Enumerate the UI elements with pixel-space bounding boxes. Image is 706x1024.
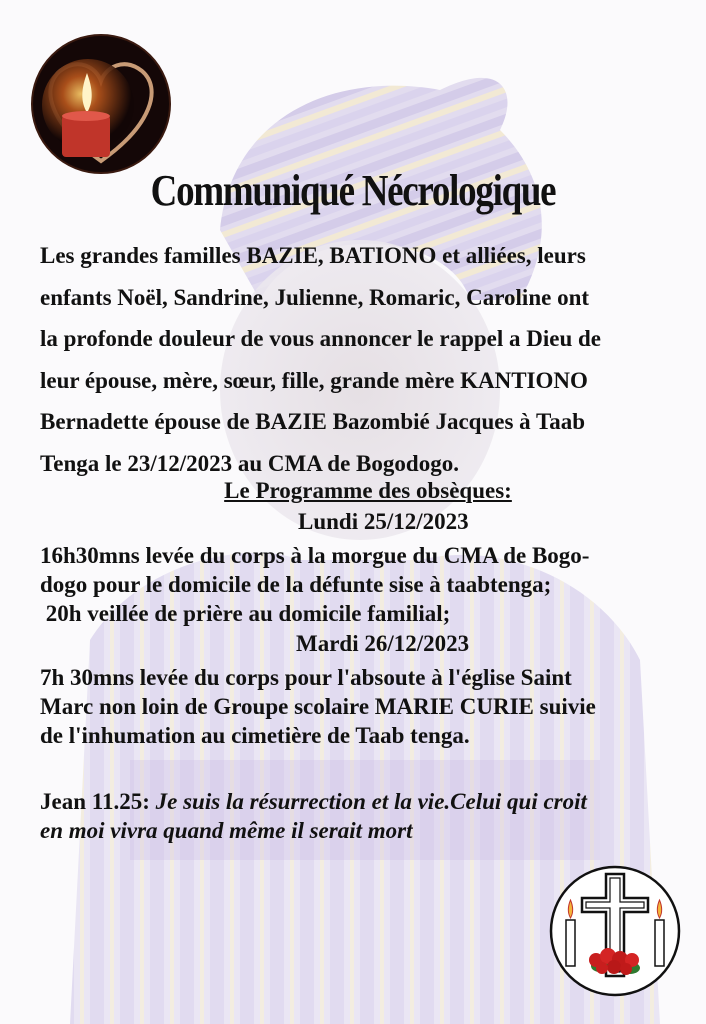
cross-candles-roses-icon (548, 864, 682, 998)
verse-quote-line2: en moi vivra quand même il serait mort (40, 818, 413, 843)
bible-verse (40, 787, 676, 845)
announcement-line: enfants Noël, Sandrine, Julienne, Romaric, Caroline ont (40, 284, 590, 310)
announcement-line: la profonde douleur de vous annoncer le rappel a Dieu de (40, 326, 602, 351)
programme-heading: Le Programme des obsèques: (224, 478, 512, 503)
schedule-line: 20h veillée de prière au domicile familial; (40, 601, 451, 626)
page-title: Communiqué Nécrologique (150, 166, 556, 215)
day2-schedule (40, 663, 676, 750)
day2-label: Mardi 26/12/2023 (296, 631, 470, 656)
schedule-line: 7h 30mns levée du corps pour l'absoute à l'église Saint (40, 665, 572, 690)
announcement-line: Les grandes familles BAZIE, BATIONO et alliées, leurs (40, 243, 586, 268)
candle-heart-icon (30, 33, 172, 175)
announcement-line: Bernadette épouse de BAZIE Bazombié Jacques à Taab (40, 409, 586, 434)
schedule-line: de l'inhumation au cimetière de Taab tenga. (40, 723, 470, 748)
schedule-line: Marc non loin de Groupe scolaire MARIE CURIE suivie (40, 694, 596, 719)
schedule-line: dogo pour le domicile de la défunte sise à taabtenga; (40, 572, 552, 597)
day1-schedule (40, 541, 676, 628)
verse-reference: Jean 11.25: (40, 789, 150, 814)
verse-quote-line1: Je suis la résurrection et la vie.Celui qui croit (155, 789, 587, 814)
announcement-line: Tenga le 23/12/2023 au CMA de Bogodogo. (40, 450, 459, 476)
day1-label: Lundi 25/12/2023 (298, 509, 469, 534)
announcement-line: leur épouse, mère, sœur, fille, grande mère KANTIONO (40, 367, 588, 393)
announcement-text (40, 235, 676, 484)
schedule-line: 16h30mns levée du corps à la morgue du CMA de Bogo- (40, 543, 590, 568)
